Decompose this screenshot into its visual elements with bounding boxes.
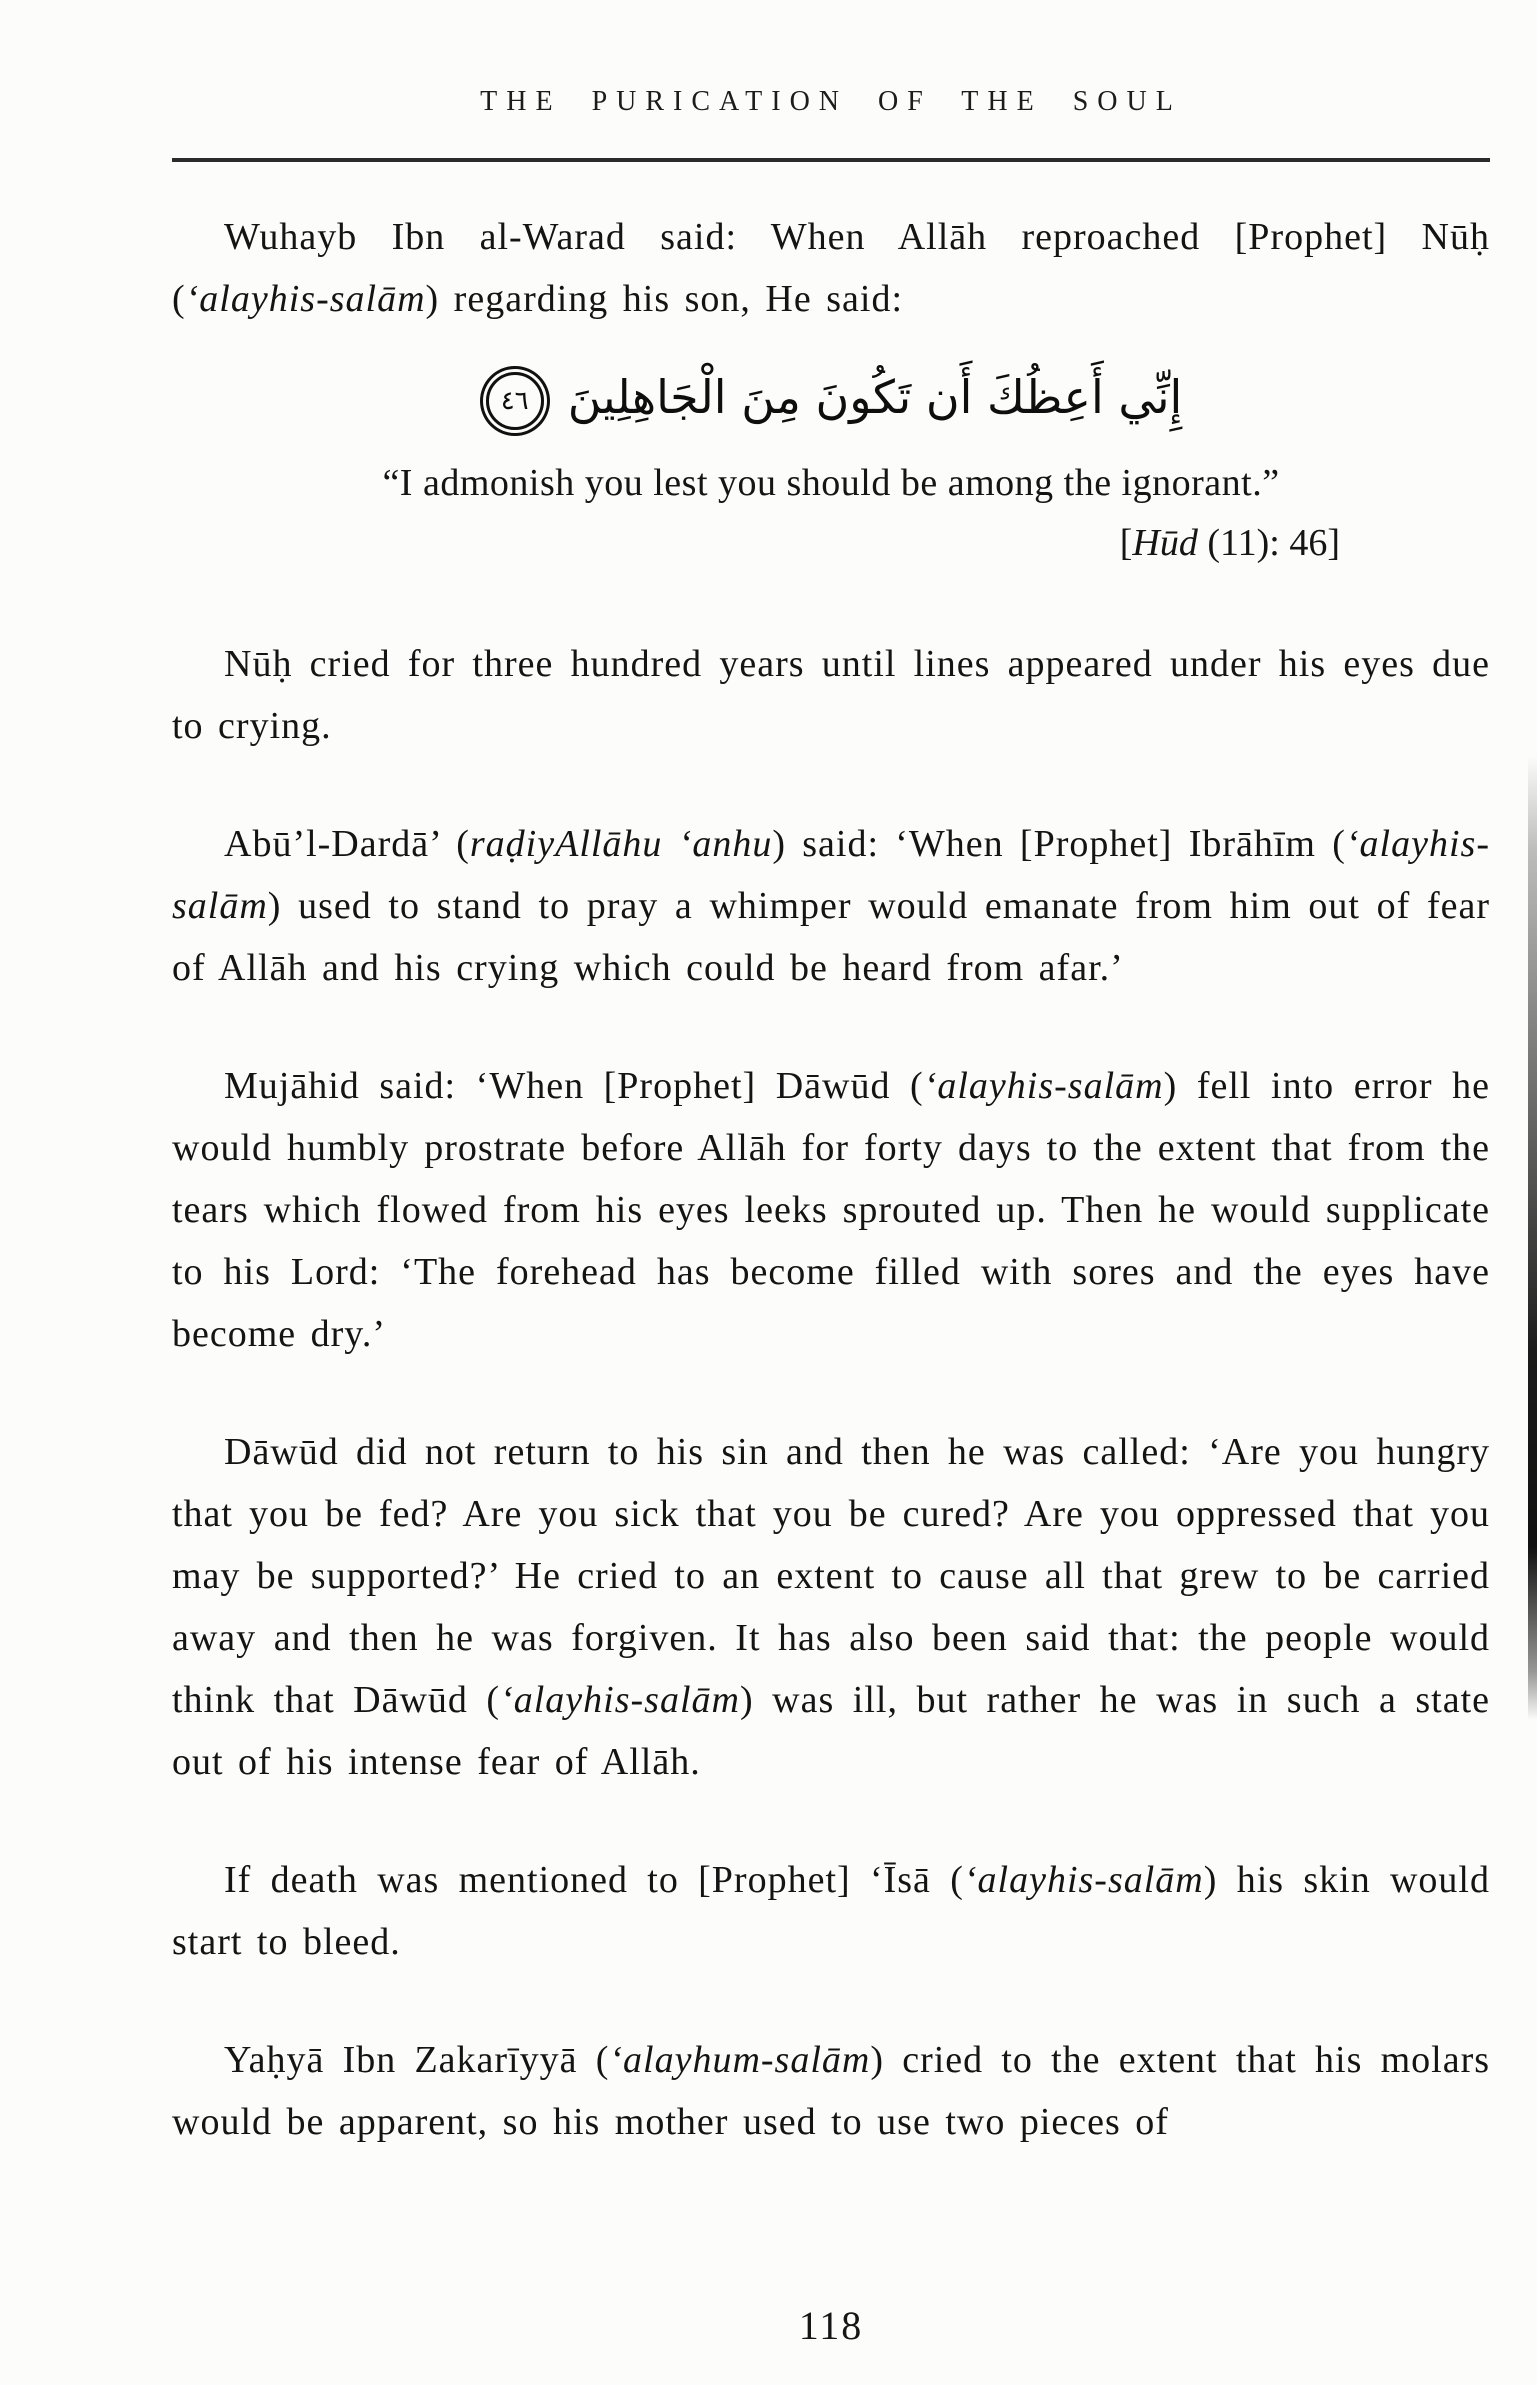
quran-verse-line [172, 354, 1490, 441]
page-header-title: THE PURICATION OF THE SOUL [480, 86, 1182, 117]
page-content [172, 0, 1490, 2209]
paragraph-yahya: Yaḥyā Ibn Zakarīyyā (‘alayhum-salām) cried to the extent that his molars would be apparent, so his mother used to use two pieces of [172, 2039, 1491, 2144]
paragraph-wuhayb: Wuhayb Ibn al-Warad said: When Allāh reproached [Prophet] Nūḥ (‘alayhis-salām) regarding his son, He said: [172, 216, 1490, 320]
arabic-verse-text: إِنِّي أَعِظُكَ أَن تَكُونَ مِنَ الْجَاهِلِينَ [567, 370, 1183, 424]
paragraph-dawud: Dāwūd did not return to his sin and then he was called: ‘Are you hungry that you be fed? Are you sick that you be cured? Are you oppressed that you may be supported?’ He cried to an extent to cause all that grew to be carried away and then he was forgiven. It has also been said that: the people would think that Dāwūd (‘alayhis-salām) was ill, but rather he was in such a state out of his intense fear of Allāh. [172, 1431, 1490, 1784]
paragraph-nuh-cried: Nūḥ cried for three hundred years until lines appeared under his eyes due to crying. [172, 643, 1490, 748]
header-rule [172, 158, 1490, 162]
page-number: 118 [798, 2303, 864, 2348]
verse-number: ٤٦ [500, 385, 529, 416]
scan-artifact [1528, 755, 1537, 1720]
paragraph-mujahid: Mujāhid said: ‘When [Prophet] Dāwūd (‘alayhis-salām) fell into error he would humbly prostrate before Allāh for forty days to the extent that from the tears which flowed from his eyes leeks sprouted up. Then he would supplicate to his Lord: ‘The forehead has become filled with sores and the eyes have become dry.’ [172, 1065, 1490, 1356]
paragraph-abul-darda: Abū’l-Dardā’ (raḍiyAllāhu ‘anhu) said: ‘When [Prophet] Ibrāhīm (‘alayhis-salām) used to stand to pray a whimper would emanate from him out of fear of Allāh and his crying which could be heard from afar.’ [172, 823, 1490, 990]
paragraph-isa: If death was mentioned to [Prophet] ‘Īsā (‘alayhis-salām) his skin would start to bleed. [172, 1859, 1490, 1964]
verse-translation: “I admonish you lest you should be among the ignorant.” [382, 462, 1280, 505]
verse-reference: [Hūd (11): 46] [1119, 522, 1340, 565]
verse-number-ornament [486, 372, 544, 430]
